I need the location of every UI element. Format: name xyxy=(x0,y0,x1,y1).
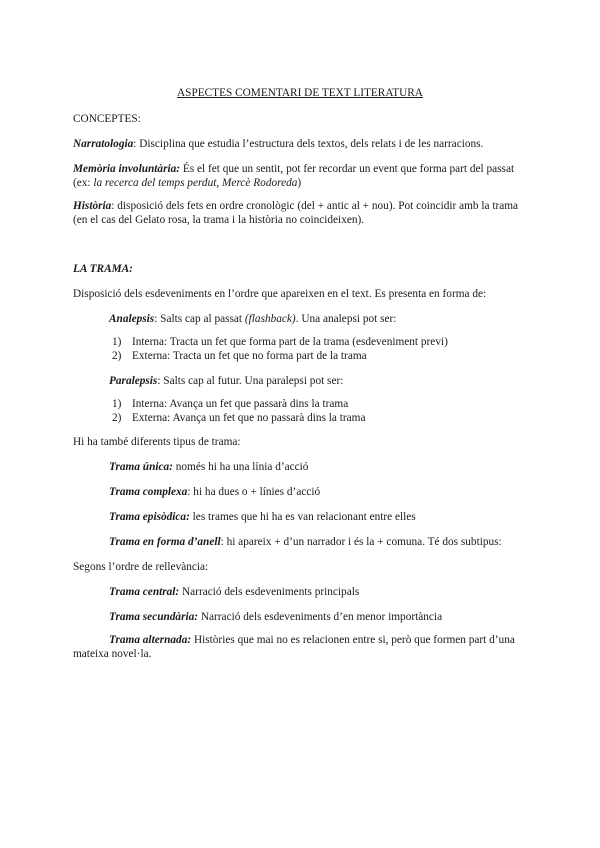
term: Trama única: xyxy=(109,461,173,473)
definition: : hi ha dues o + línies d’acció xyxy=(187,486,321,498)
term: Trama complexa xyxy=(109,486,188,498)
term: Narratologia xyxy=(73,138,134,150)
definition: : disposició dels fets en ordre cronològic (del + antic al + nou). Pot coincidir amb la trama (en el cas del Gelato rosa, la trama i la història no coincideixen). xyxy=(73,200,519,227)
term: Memòria involuntària: xyxy=(73,163,181,175)
definition: : hi apareix + d’un narrador i és la + comuna. Té dos subtipus: xyxy=(220,536,502,548)
trama-unica-definition xyxy=(109,460,539,474)
trama-intro: Disposició dels esdeveniments en l’ordre que apareixen en el text. Es presenta en forma de: xyxy=(73,288,487,300)
term: Trama en forma d’anell xyxy=(109,536,221,548)
parenthetical: (flashback) xyxy=(244,313,296,325)
list-text: Interna: Tracta un fet que forma part de la trama (esdeveniment previ) xyxy=(132,336,448,348)
definition: Històries que mai no es relacionen entre si, però que formen part d’una mateixa novel·la. xyxy=(73,634,515,661)
definition: És el fet que un sentit, pot fer recordar un event que forma part del passat (ex: xyxy=(73,163,515,190)
definition: Narració dels esdeveniments d’en menor importància xyxy=(198,611,443,623)
trama-secundaria-definition xyxy=(109,610,539,624)
trama-episodica-definition xyxy=(109,510,539,524)
trama-heading: LA TRAMA: xyxy=(73,263,133,275)
term: Paralepsis xyxy=(109,375,158,387)
conceptes-heading: CONCEPTES: xyxy=(73,113,141,125)
example: la recerca del temps perdut, Mercè Rodoreda xyxy=(93,177,298,190)
narratologia-definition xyxy=(73,137,533,151)
list-number: 2) xyxy=(112,412,122,425)
paralepsis-definition xyxy=(109,374,539,388)
analepsis-definition xyxy=(109,312,539,326)
term: Trama secundària: xyxy=(109,611,199,623)
trama-alternada-definition xyxy=(73,633,528,661)
definition: : Salts cap al futur. Una paralepsi pot ser: xyxy=(157,375,344,387)
definition: : Disciplina que estudia l’estructura dels textos, dels relats i de les narracions. xyxy=(133,138,484,150)
trama-anell-definition xyxy=(109,535,539,549)
analepsis-list xyxy=(112,335,532,363)
list-item xyxy=(112,397,532,411)
rellevancia-intro: Segons l’ordre de rellevància: xyxy=(73,561,209,573)
list-item xyxy=(112,411,532,425)
term: Trama alternada: xyxy=(109,634,192,646)
list-text: Externa: Avança un fet que no passarà dins la trama xyxy=(132,412,366,425)
list-text: Interna: Avança un fet que passarà dins la trama xyxy=(132,398,349,410)
trama-central-definition xyxy=(109,585,539,599)
memoria-definition xyxy=(73,162,533,190)
document-title: ASPECTES COMENTARI DE TEXT LITERATURA xyxy=(177,87,423,99)
term: Trama central: xyxy=(109,586,180,598)
list-number: 1) xyxy=(112,336,122,348)
term: Analepsis xyxy=(109,313,155,325)
definition-end: ) xyxy=(297,177,302,190)
tipus-intro: Hi ha també diferents tipus de trama: xyxy=(73,436,241,448)
term: Trama episòdica: xyxy=(109,511,190,523)
trama-complexa-definition xyxy=(109,485,539,499)
list-item xyxy=(112,335,532,349)
list-number: 2) xyxy=(112,350,122,363)
definition: Narració dels esdeveniments principals xyxy=(179,586,360,598)
paralepsis-list xyxy=(112,397,532,425)
list-text: Externa: Tracta un fet que no forma part de la trama xyxy=(132,350,367,363)
historia-definition xyxy=(73,199,533,227)
definition: : Salts cap al passat xyxy=(154,313,245,325)
list-number: 1) xyxy=(112,398,122,410)
definition: només hi ha una línia d’acció xyxy=(172,461,309,473)
list-item xyxy=(112,349,532,363)
definition-end: . Una analepsi pot ser: xyxy=(295,313,397,325)
definition: les trames que hi ha es van relacionant entre elles xyxy=(189,511,416,523)
term: Història xyxy=(73,200,112,212)
